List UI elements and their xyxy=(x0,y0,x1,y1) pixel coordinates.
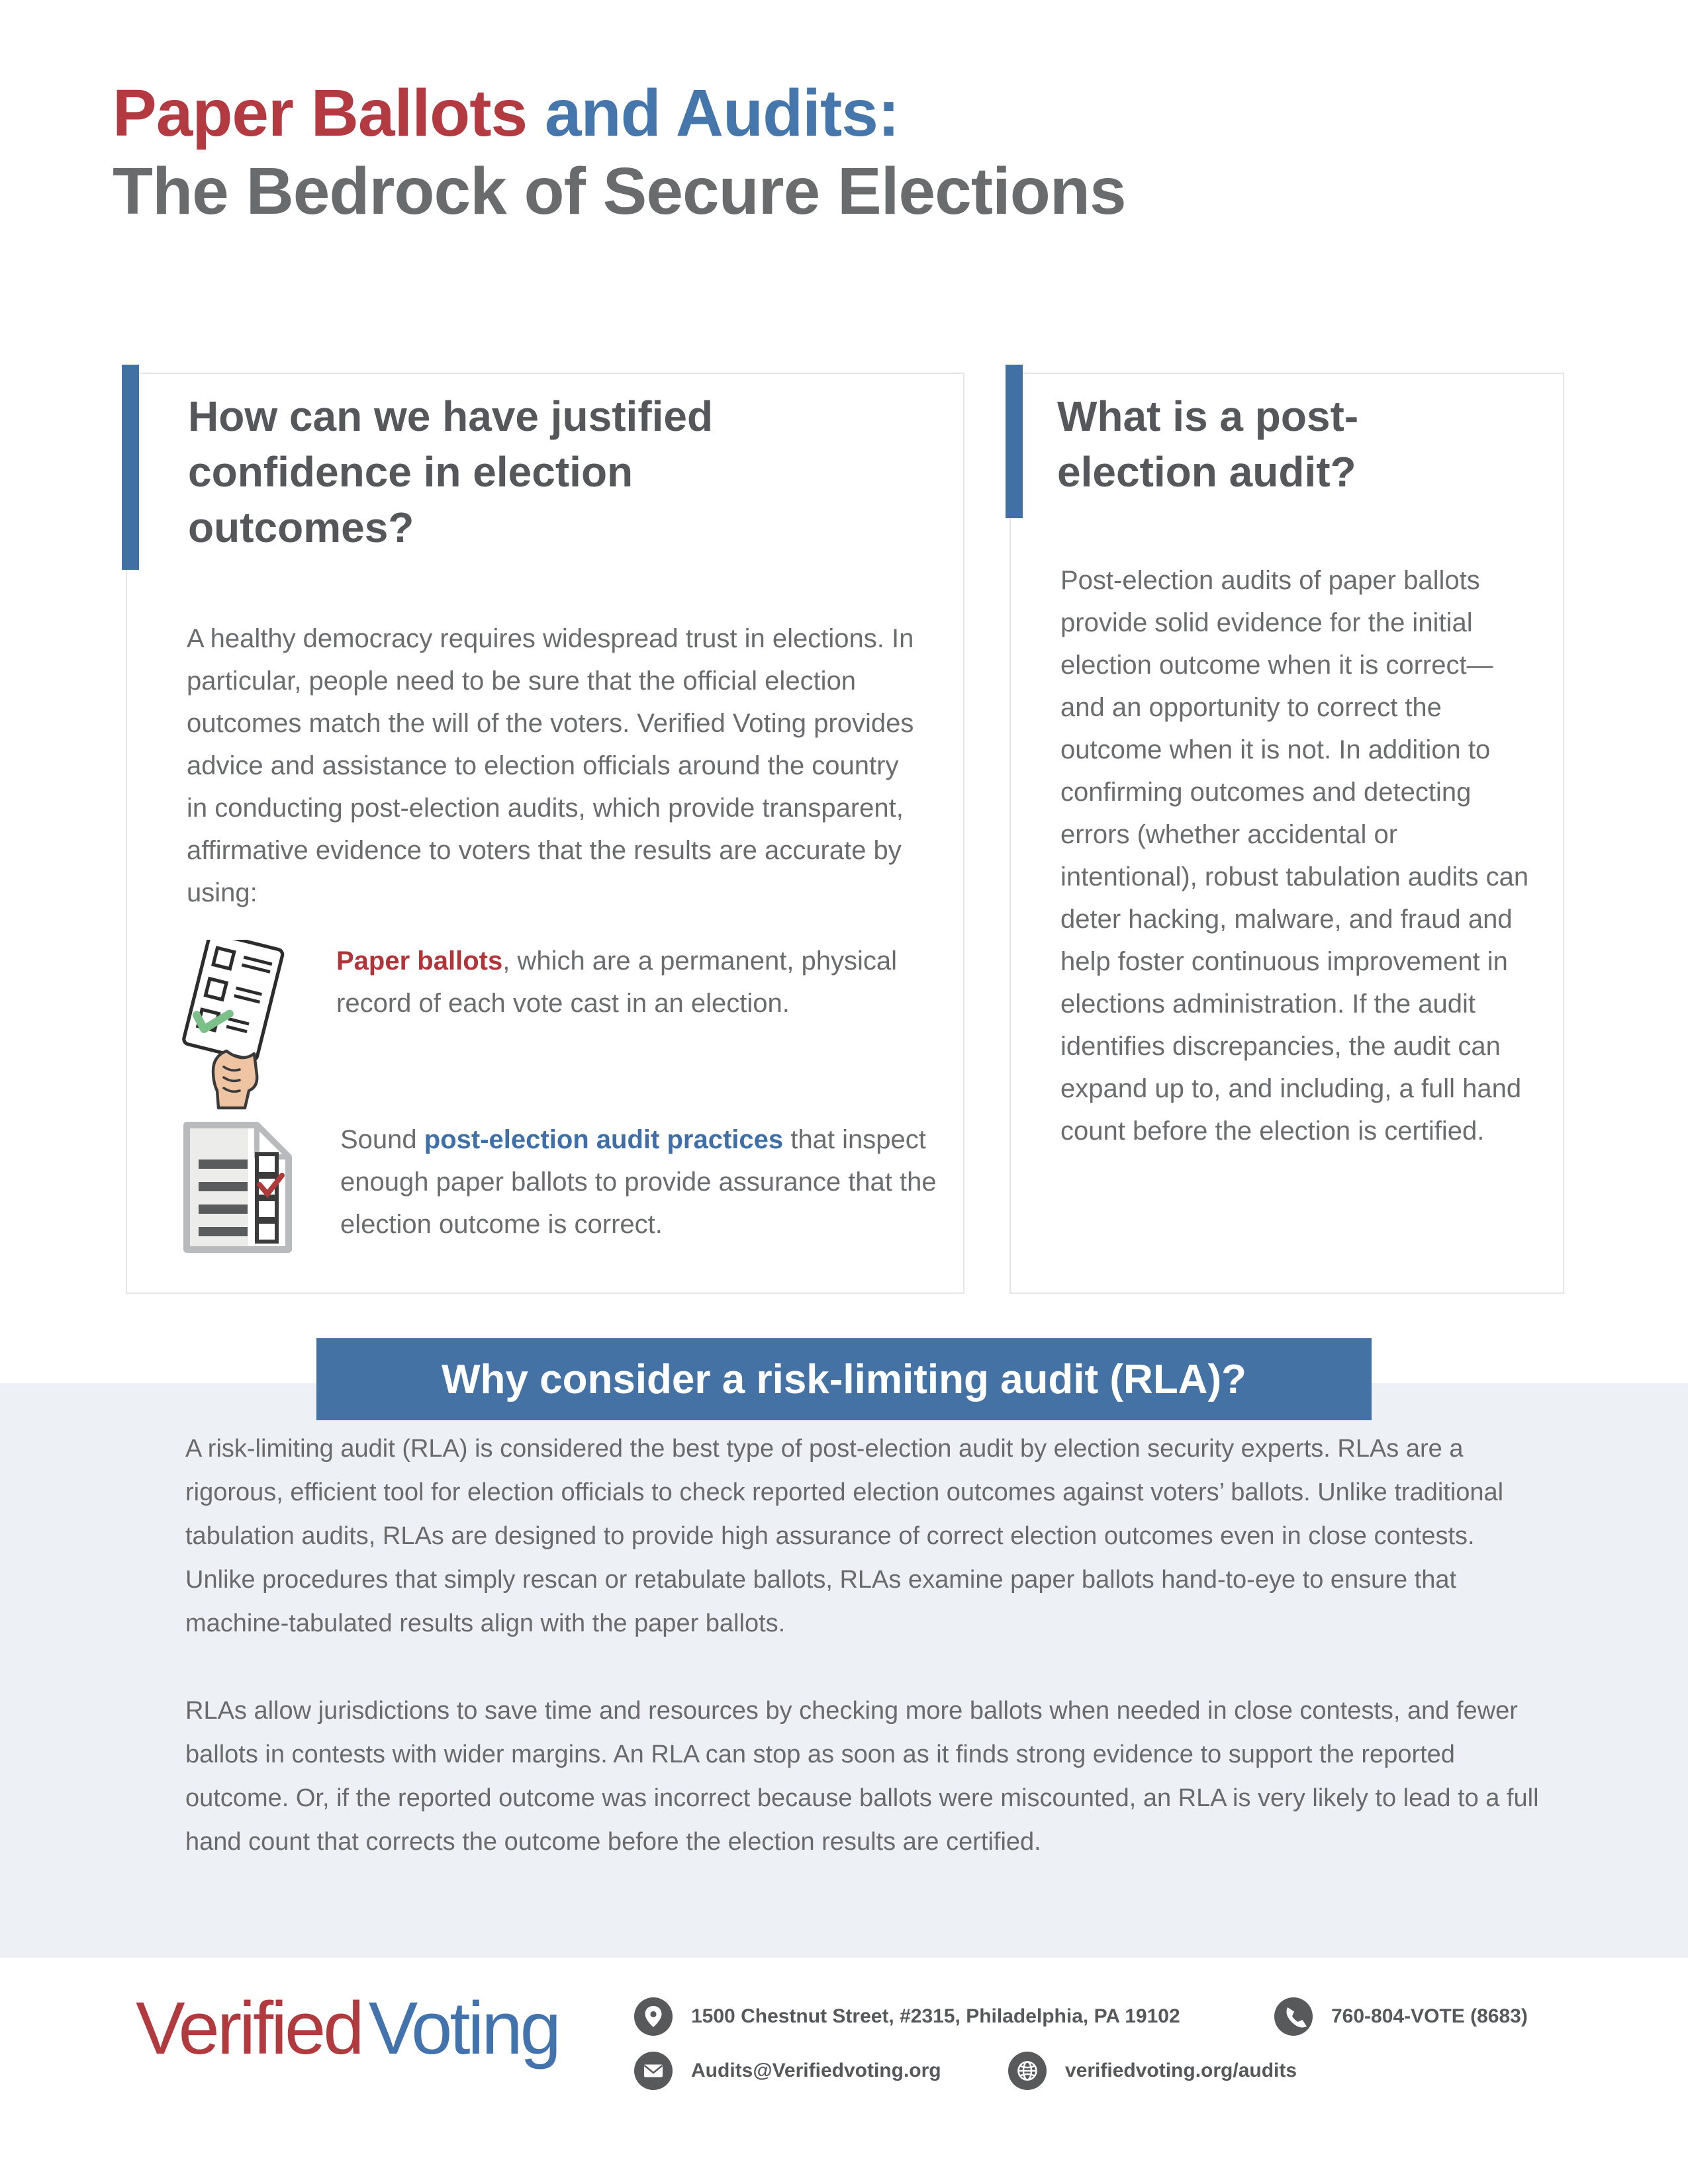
address-row xyxy=(634,1997,1180,2036)
rla-paragraph-2: RLAs allow jurisdictions to save time and resources by checking more ballots when needed in close contests, and fewer ballots in contests with wider margins. An RLA can stop as soon as it finds strong evidence to support the reported outcome. Or, if the reported outcome was incorrect because ballots were miscounted, an RLA is very likely to lead to a full hand count that corrects the outcome before the election results are certified. xyxy=(185,1697,1539,1856)
audit-practices-rest: that inspect enough paper ballots to provide assurance that the election outcome is correct. xyxy=(340,1125,937,1239)
rla-paragraph-1: A risk-limiting audit (RLA) is considered the best type of post-election audit by election security experts. RLAs are a rigorous, efficient tool for election officials to check reported election outcomes against voters’ ballots. Unlike traditional tabulation audits, RLAs are designed to provide high assurance of correct election outcomes even in close contests. Unlike procedures that simply rescan or retabulate ballots, RLAs examine paper ballots hand-to-eye to ensure that machine-tabulated results align with the paper ballots. xyxy=(185,1435,1504,1637)
logo-word-voting: Voting xyxy=(368,1987,559,2070)
phone-row xyxy=(1274,1997,1528,2036)
email-row xyxy=(634,2052,941,2090)
audit-practices-prefix: Sound xyxy=(340,1125,424,1154)
phone-text: 760-804-VOTE (8683) xyxy=(1331,2005,1528,2027)
phone-icon xyxy=(1274,1997,1313,2036)
verified-voting-logo xyxy=(136,1985,559,2071)
confidence-card-heading: How can we have justified confidence in election outcomes? xyxy=(188,392,714,551)
website-row xyxy=(1008,2052,1297,2090)
post-election-audit-card xyxy=(1009,373,1564,1294)
title-line-2: The Bedrock of Secure Elections xyxy=(113,154,1126,228)
email-icon xyxy=(634,2052,673,2090)
audit-practices-bullet-text xyxy=(340,1118,976,1261)
confidence-card xyxy=(126,373,964,1294)
post-election-audit-heading: What is a post-election audit? xyxy=(1057,392,1359,496)
audit-document-icon xyxy=(177,1118,307,1261)
audit-practices-highlight: post-election audit practices xyxy=(424,1125,784,1154)
title-red-part: Paper Ballots xyxy=(113,76,528,150)
footer xyxy=(0,1958,1688,2184)
logo-word-verified: Verified xyxy=(136,1987,362,2070)
accent-bar xyxy=(1006,365,1023,518)
paper-ballots-rest: , which are a permanent, physical record of each vote cast in an election. xyxy=(336,946,898,1018)
website-text[interactable]: verifiedvoting.org/audits xyxy=(1065,2060,1297,2081)
title-line-1 xyxy=(113,74,1126,152)
location-pin-icon xyxy=(634,1997,673,2036)
paper-ballots-bullet xyxy=(173,940,972,1116)
rla-section xyxy=(0,1383,1688,1958)
rla-banner: Why consider a risk-limiting audit (RLA)? xyxy=(316,1338,1372,1420)
confidence-card-body: A healthy democracy requires widespread trust in elections. In particular, people need to be sure that the official election outcomes match the will of the voters. Verified Voting provides advice and assistance to election officials around the country in conducting post-election audits, which provide transparent, affirmative evidence to voters that the results are accurate by using: xyxy=(187,624,914,907)
paper-ballots-highlight: Paper ballots xyxy=(336,946,503,976)
address-text: 1500 Chestnut Street, #2315, Philadelphia, PA 19102 xyxy=(691,2005,1180,2027)
post-election-audit-body: Post-election audits of paper ballots provide solid evidence for the initial election outcome when it is correct—and an opportunity to correct the outcome when it is not. In addition to confirming outcomes and detecting errors (whether accidental or intentional), robust tabulation audits can deter hacking, malware, and fraud and help foster continuous improvement in elections administration. If the audit identifies discrepancies, the audit can expand up to, and including, a full hand count before the election is certified. xyxy=(1060,566,1529,1146)
accent-bar xyxy=(122,365,139,570)
ballot-hand-icon xyxy=(173,940,303,1116)
email-text[interactable]: Audits@Verifiedvoting.org xyxy=(691,2060,941,2081)
title-blue-part: and Audits: xyxy=(527,76,900,150)
audit-practices-bullet xyxy=(177,1118,976,1261)
page-title xyxy=(113,74,1126,230)
paper-ballots-bullet-text xyxy=(336,940,972,1116)
globe-icon xyxy=(1008,2052,1047,2090)
